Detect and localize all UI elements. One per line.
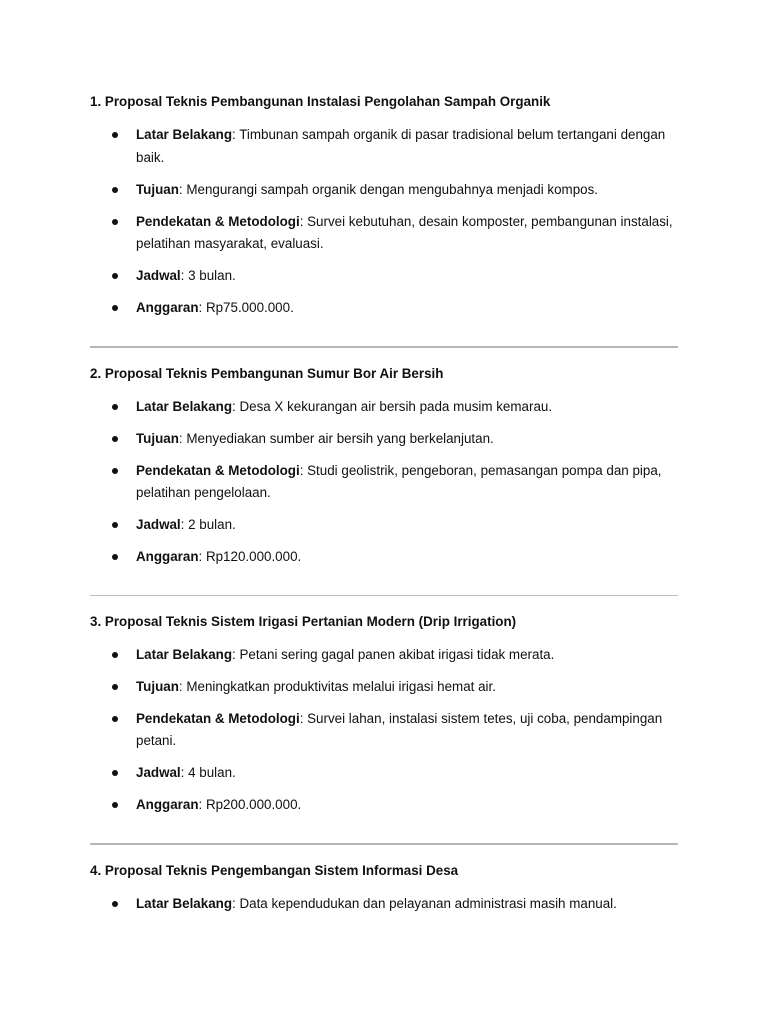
item-text: : Timbunan sampah organik di pasar tradisional belum tertangani dengan baik. [136,127,666,165]
list-item [90,546,678,569]
section-list [90,396,678,569]
item-text: : Data kependudukan dan pelayanan administrasi masih manual. [232,895,617,911]
list-item [90,396,678,419]
item-label: Latar Belakang [136,646,233,662]
list-item [90,708,678,753]
item-label: Tujuan [136,678,179,694]
section-list [90,893,678,916]
list-item [90,893,678,916]
item-label: Jadwal [136,765,181,780]
section-title: 3. Proposal Teknis Sistem Irigasi Pertanian Modern (Drip Irrigation) [90,613,517,629]
list-item [90,794,678,817]
item-text: : Petani sering gagal panen akibat irigasi tidak merata. [232,646,555,662]
section-list [90,124,678,320]
item-text: : Survei lahan, instalasi sistem tetes, uji coba, pendampingan petani. [136,710,663,748]
proposal-section-2 [90,365,678,569]
bullet-icon [112,187,118,193]
item-label: Latar Belakang [136,127,233,142]
bullet-icon [112,305,118,311]
list-item [90,460,678,505]
bullet-icon [112,522,118,528]
item-label: Anggaran [136,549,199,564]
section-title: 2. Proposal Teknis Pembangunan Sumur Bor Air Bersih [90,365,444,381]
list-item [90,211,678,256]
item-label: Pendekatan & Metodologi [136,710,300,726]
list-item [90,514,678,537]
bullet-icon [112,901,118,907]
proposal-section-3 [90,613,678,817]
item-label: Latar Belakang [136,895,233,911]
bullet-icon [112,273,118,279]
bullet-icon [112,219,118,225]
proposal-section-1 [90,93,678,320]
item-text: : Meningkatkan produktivitas melalui irigasi hemat air. [178,678,496,694]
item-label: Latar Belakang [136,398,233,414]
item-label: Anggaran [136,300,199,315]
item-text: : Mengurangi sampah organik dengan mengubahnya menjadi kompos. [178,181,599,197]
bullet-icon [112,468,118,474]
bullet-icon [112,770,118,776]
section-list [90,644,678,817]
item-text: : Desa X kekurangan air bersih pada musim kemarau. [232,398,553,414]
item-text: : 2 bulan. [180,517,236,532]
section-title: 4. Proposal Teknis Pengembangan Sistem Informasi Desa [90,862,459,878]
list-item [90,676,678,699]
item-text: : Rp75.000.000. [198,300,294,315]
item-text: : Survei kebutuhan, desain komposter, pembangunan instalasi, pelatihan masyarakat, evaluasi. [136,213,673,251]
list-item [90,762,678,785]
bullet-icon [112,802,118,808]
list-item [90,265,678,288]
bullet-icon [112,132,118,138]
item-text: : Studi geolistrik, pengeboran, pemasangan pompa dan pipa, pelatihan pengelolaan. [136,462,662,500]
list-item [90,428,678,451]
list-item [90,179,678,202]
item-text: : Rp200.000.000. [198,797,302,812]
list-item [90,297,678,320]
list-item [90,644,678,667]
bullet-icon [112,652,118,658]
item-text: : Rp120.000.000. [198,549,302,564]
bullet-icon [112,404,118,410]
item-label: Jadwal [136,268,181,283]
item-label: Pendekatan & Metodologi [136,462,300,478]
bullet-icon [112,554,118,560]
item-label: Tujuan [136,181,179,197]
bullet-icon [112,684,118,690]
bullet-icon [112,436,118,442]
item-label: Jadwal [136,517,181,532]
item-text: : 4 bulan. [180,765,236,780]
section-title: 1. Proposal Teknis Pembangunan Instalasi Pengolahan Sampah Organik [90,94,551,109]
proposal-section-4 [90,862,678,916]
item-text: : Menyediakan sumber air bersih yang berkelanjutan. [178,430,494,446]
item-text: : 3 bulan. [180,268,236,283]
item-label: Anggaran [136,797,199,812]
item-label: Pendekatan & Metodologi [136,213,300,229]
item-label: Tujuan [136,430,179,446]
bullet-icon [112,716,118,722]
list-item [90,124,678,169]
document-page [90,93,678,915]
